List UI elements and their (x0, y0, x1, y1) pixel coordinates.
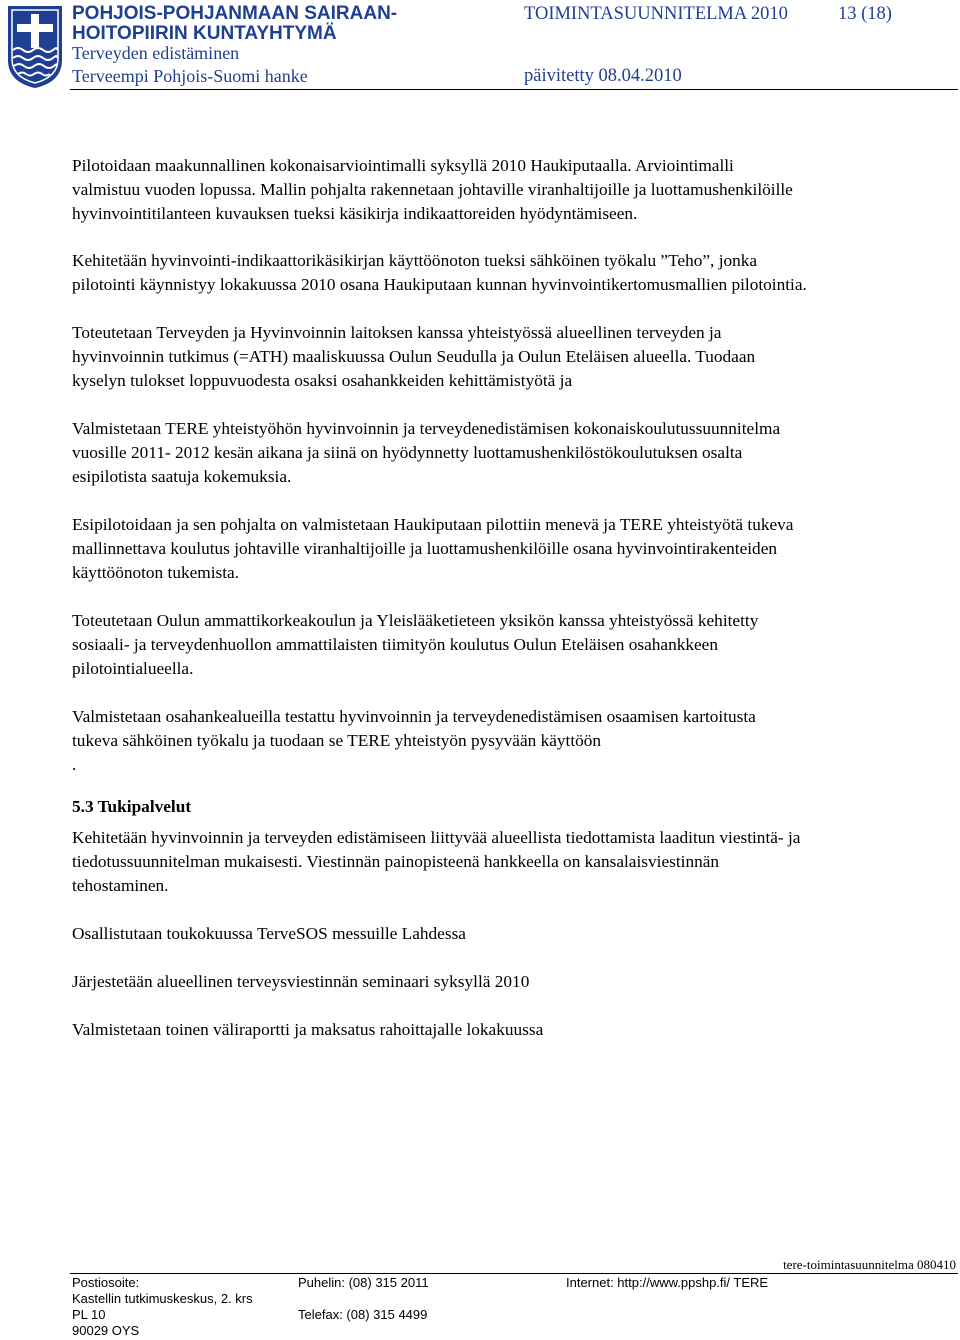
paragraph-line: Kehitetään hyvinvointi-indikaattorikäsikirjan käyttöönoton tueksi sähköinen työkalu ”Teho”, jonka (72, 251, 758, 270)
paragraph-line: Kehitetään hyvinvoinnin ja terveyden edistämiseen liittyvää alueellista tiedottamista laaditun viestintä- ja (72, 828, 801, 847)
paragraph (72, 970, 529, 994)
unit-name: Terveyden edistäminen (72, 43, 240, 63)
paragraph (72, 922, 466, 946)
paragraph-line: sosiaali- ja terveydenhuollon ammattilaisten tiimityön koulutus Oulun Eteläisen osahankkeen (72, 635, 718, 654)
section-heading: 5.3 Tukipalvelut (72, 797, 192, 816)
paragraph-line: pilotointi käynnistyy lokakuussa 2010 osana Haukiputaan kunnan hyvinvointikertomusmallien pilotointia. (72, 275, 807, 294)
paragraph-line: vuosille 2011- 2012 kesän aikana ja siinä on hyödynnetty luottamushenkilöstökoulutuksen osalta (72, 443, 743, 462)
paragraph-line: Esipilotoidaan ja sen pohjalta on valmistetaan Haukiputaan pilottiin menevä ja TERE yhteistyötä tukeva (72, 515, 794, 534)
paragraph-line: hyvinvoinnin tutkimus (=ATH) maaliskuussa Oulun Seudulla ja Oulun Eteläisen alueella. Tuodaan (72, 347, 756, 366)
paragraph (72, 417, 780, 489)
postal-address-line: Kastellin tutkimuskeskus, 2. krs (72, 1291, 253, 1306)
fax-number: Telefax: (08) 315 4499 (298, 1307, 428, 1322)
project-name: Terveempi Pohjois-Suomi hanke (72, 66, 308, 86)
paragraph-line: käyttöönoton tukemista. (72, 563, 240, 582)
organization-name-line1: POHJOIS-POHJANMAAN SAIRAAN- (72, 3, 398, 24)
paragraph-line: Toteutetaan Oulun ammattikorkeakoulun ja Yleislääketieteen yksikön kanssa yhteistyössä kehitetty (72, 611, 759, 630)
page-number: 13 (18) (838, 4, 892, 24)
paragraph (72, 249, 807, 297)
paragraph-line: tukeva sähköinen työkalu ja tuodaan se TERE yhteistyön pysyvään käyttöön (72, 731, 602, 750)
phone-number: Puhelin: (08) 315 2011 (298, 1275, 429, 1290)
paragraph (72, 826, 800, 898)
postal-address-label: Postiosoite: (72, 1275, 140, 1290)
hospital-district-crest-icon (4, 2, 66, 90)
organization-name-line2: HOITOPIIRIN KUNTAYHTYMÄ (72, 23, 337, 44)
paragraph-line: valmistuu vuoden lopussa. Mallin pohjalta rakennetaan johtaville viranhaltijoille ja luottamushenkilöille (72, 180, 793, 199)
paragraph (72, 1018, 543, 1042)
paragraph (72, 154, 793, 226)
document-title: TOIMINTASUUNNITELMA 2010 (524, 4, 788, 24)
paragraph-line: . (72, 755, 77, 774)
paragraph-line: Valmistetaan osahankealueilla testattu hyvinvoinnin ja terveydenedistämisen osaamisen kartoitusta (72, 707, 756, 726)
document-reference: tere-toimintasuunnitelma 080410 (783, 1257, 956, 1272)
paragraph-line: Valmistetaan toinen väliraportti ja maksatus rahoittajalle lokakuussa (72, 1020, 544, 1039)
postal-address-line: 90029 OYS (72, 1323, 140, 1338)
paragraph-line: Pilotoidaan maakunnallinen kokonaisarviointimalli syksyllä 2010 Haukiputaalla. Arviointimalli (72, 156, 734, 175)
postal-address (72, 1275, 253, 1339)
paragraph-line: Valmistetaan TERE yhteistyöhön hyvinvoinnin ja terveydenedistämisen kokonaiskoulutussuunnitelma (72, 419, 781, 438)
paragraph-line: Osallistutaan toukokuussa TerveSOS messuille Lahdessa (72, 924, 466, 943)
paragraph-line: esipilotista saatuja kokemuksia. (72, 467, 292, 486)
paragraph (72, 321, 755, 393)
paragraph-line: Järjestetään alueellinen terveysviestinnän seminaari syksyllä 2010 (72, 972, 530, 991)
paragraph (72, 609, 758, 681)
paragraph-line: mallinnettava koulutus johtaville viranhaltijoille ja luottamushenkilöille osana hyvinvointirakenteiden (72, 539, 778, 558)
paragraph-line: hyvinvointitilanteen kuvauksen tueksi käsikirja indikaattoreiden hyödyntämiseen. (72, 204, 638, 223)
paragraph-line: tiedotussuunnitelman mukaisesti. Viestinnän painopisteenä hankkeella on kansalaisviestinnän (72, 852, 720, 871)
website-link[interactable]: Internet: http://www.ppshp.fi/ TERE (566, 1275, 769, 1290)
paragraph-line: pilotointialueella. (72, 659, 194, 678)
paragraph (72, 513, 793, 585)
footer-divider (70, 1273, 958, 1274)
paragraph-line: Toteutetaan Terveyden ja Hyvinvoinnin laitoksen kanssa yhteistyössä alueellinen terveyden ja (72, 323, 722, 342)
paragraph-line: tehostaminen. (72, 876, 169, 895)
header-divider (70, 89, 958, 90)
updated-date: päivitetty 08.04.2010 (524, 66, 682, 86)
paragraph (72, 705, 756, 777)
paragraph-line: kyselyn tulokset loppuvuodesta osaksi osahankkeiden kehittämistyötä ja (72, 371, 573, 390)
postal-address-line: PL 10 (72, 1307, 106, 1322)
